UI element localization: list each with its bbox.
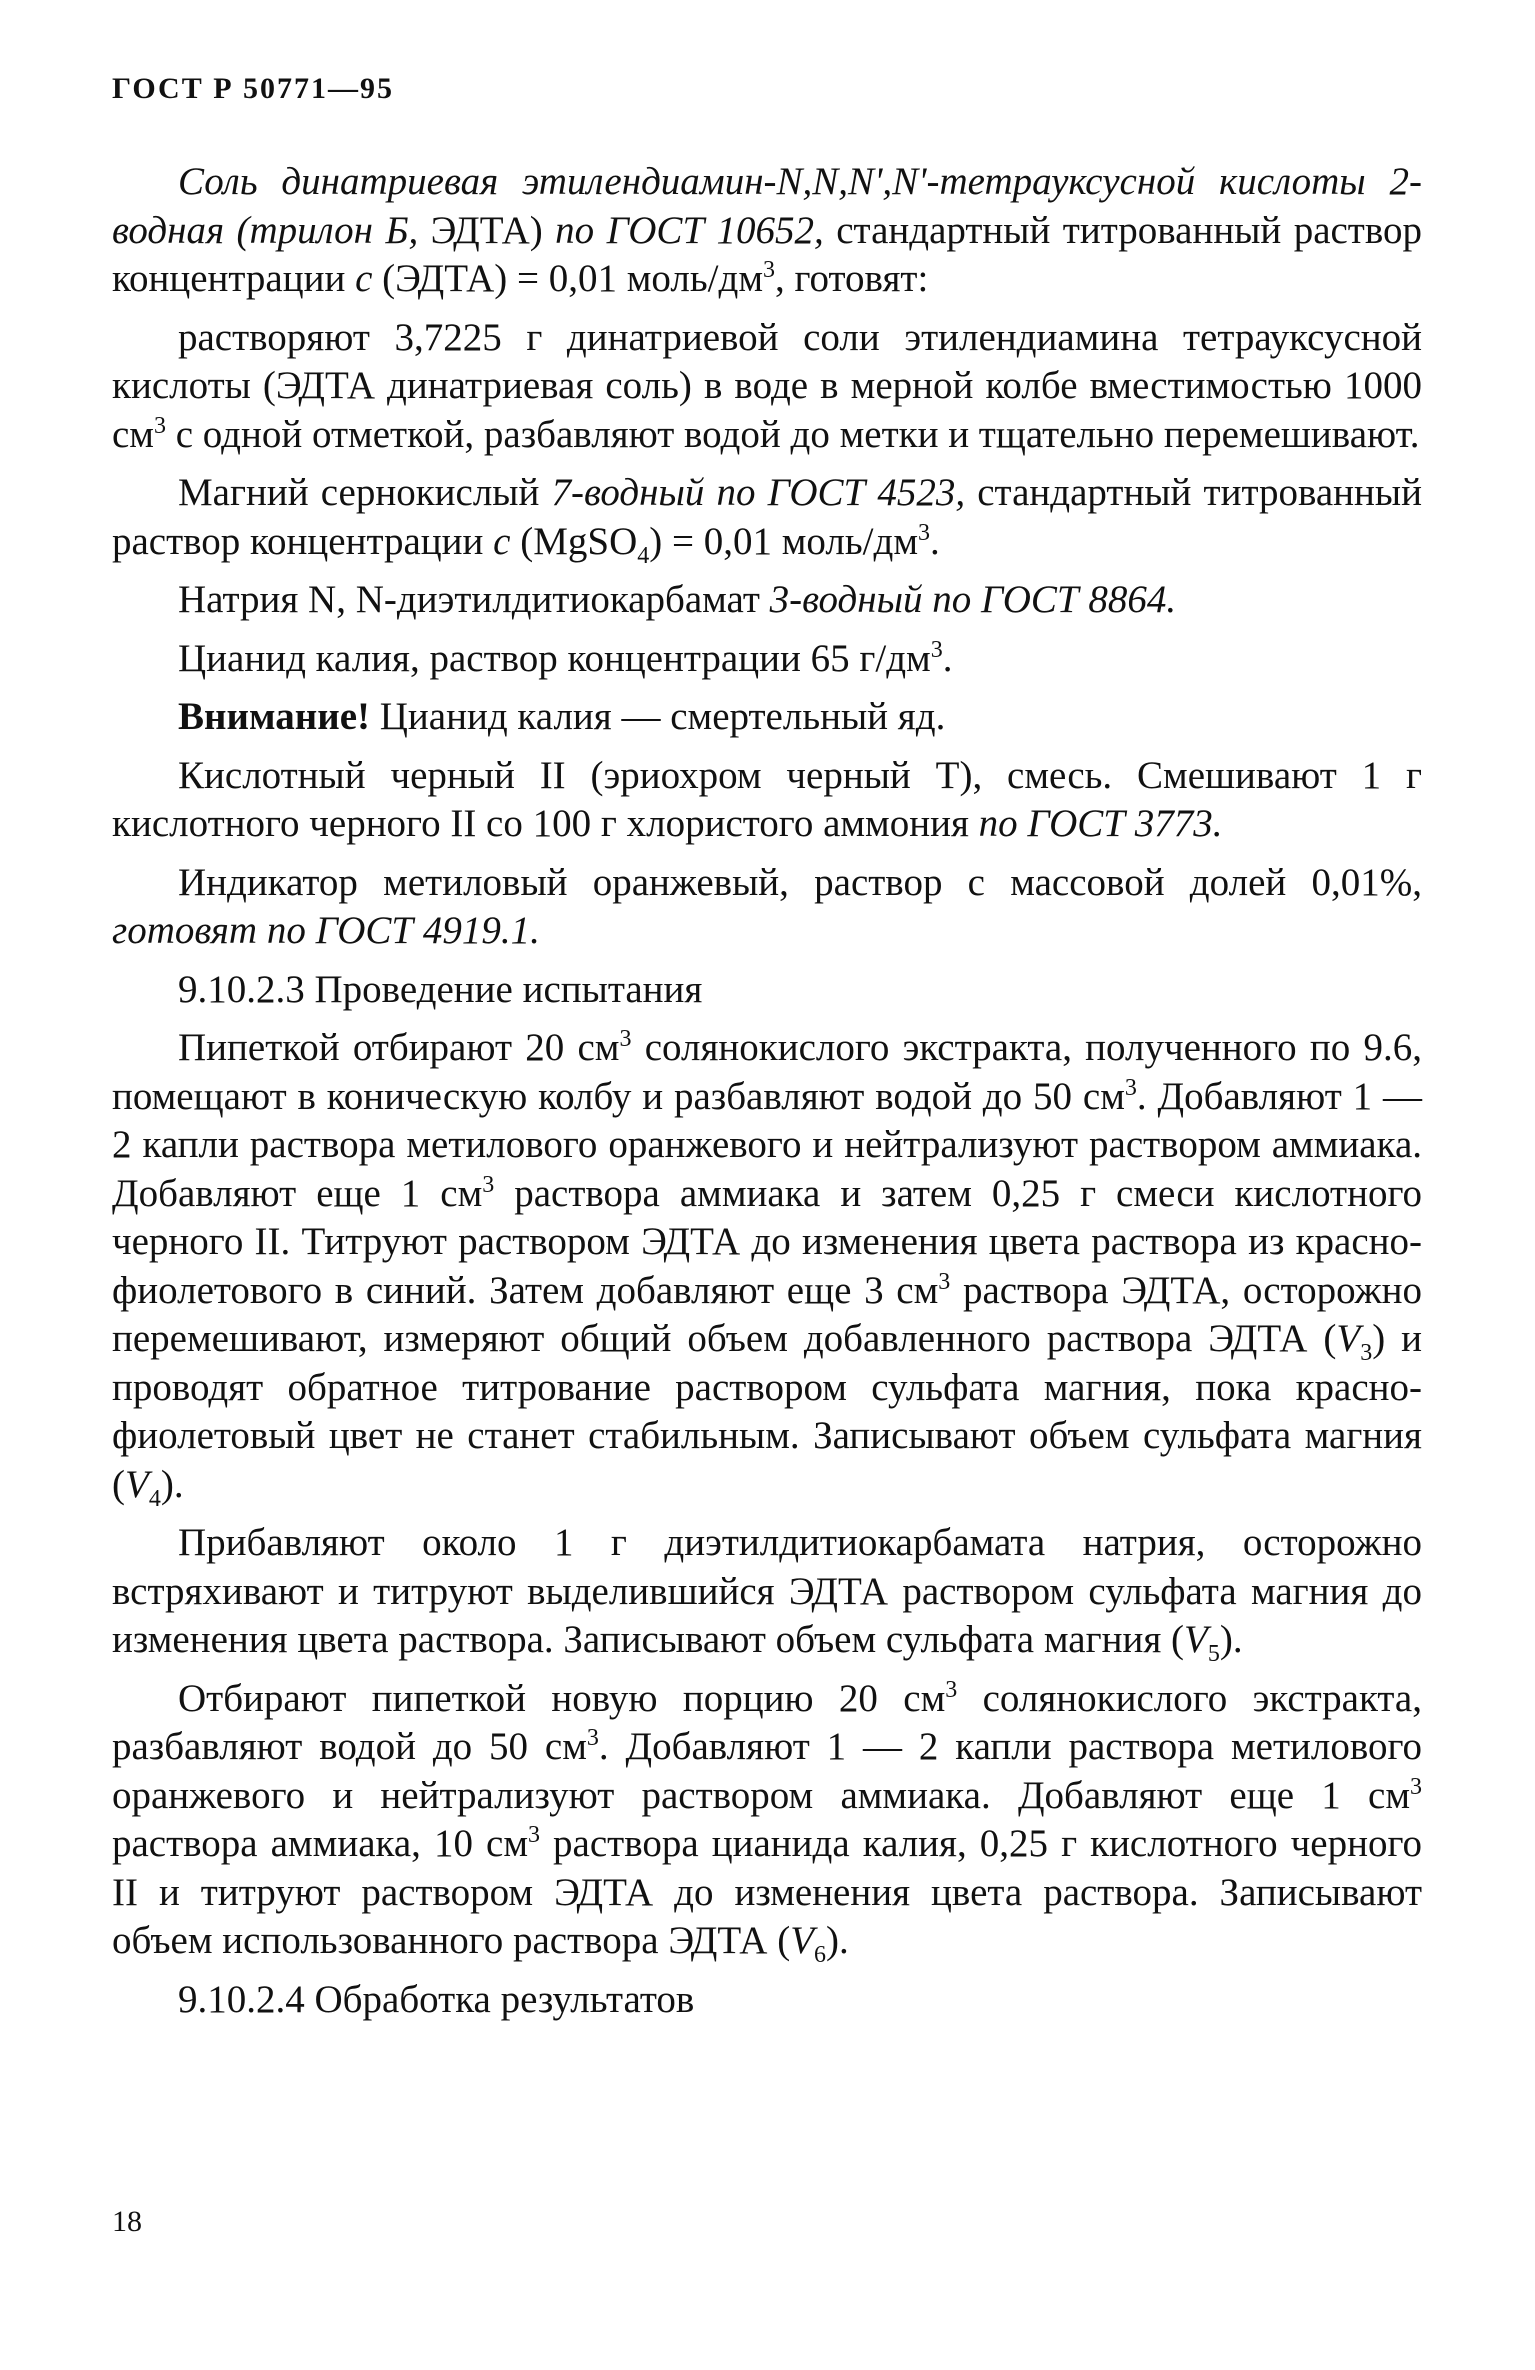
superscript: 3 xyxy=(1410,1773,1422,1800)
superscript: 3 xyxy=(763,257,776,283)
text-run: солянокислого экстракта, полученного по 9.6, помещают в коническую колбу и разбавляют водой до 50 см xyxy=(112,1026,1422,1118)
text-run: Цианид калия — смертельный яд. xyxy=(370,695,946,738)
text-run: раствора аммиака и затем 0,25 г смеси кислотного черного II. Титруют раствором ЭДТА до изменения цвета раствора из красно-фиолетового в синий. Затем добавляют еще 3 см xyxy=(112,1171,1422,1312)
document-page xyxy=(112,72,1422,2034)
text-run: Прибавляют около 1 г диэтилдитиокарбамата натрия, осторожно встряхивают и титруют выделившийся ЭДТА раствором сульфата магния до изменения цвета раствора. Записывают объем сульфата магния ( xyxy=(112,1521,1422,1661)
warning-label: Внимание! xyxy=(178,695,370,738)
text-run: ЭДТА) xyxy=(418,208,556,252)
variable: V xyxy=(1184,1618,1208,1661)
paragraph-warning xyxy=(112,693,1422,742)
text-run: с одной отметкой, разбавляют водой до метки и тщательно перемешивают. xyxy=(166,412,1420,456)
text-run: раствора ЭДТА, осторожно перемешивают, измеряют общий объем добавленного раствора ЭДТА ( xyxy=(112,1268,1422,1360)
paragraph-procedure-1 xyxy=(112,1024,1422,1512)
text-run: Соль динатриевая этилендиамин-N,N,N',N'-тетрауксусной кислоты 2-водная (трилон Б, xyxy=(112,160,1422,252)
text-run: ) = 0,01 моль/дм xyxy=(649,519,919,563)
subscript: 5 xyxy=(1207,1640,1220,1667)
text-run: стандартный титрованный раствор концентрации xyxy=(112,208,1422,300)
subscript: 3 xyxy=(1360,1339,1373,1366)
superscript: 3 xyxy=(930,636,943,663)
text-run: растворяют 3,7225 г динатриевой соли этилендиамина тетрауксусной кислоты (ЭДТА динатриевая соль) в воде в мерной колбе вместимостью 1000 см xyxy=(112,315,1422,456)
paragraph-methyl-orange xyxy=(112,859,1422,956)
text-run: Магний сернокислый xyxy=(178,471,552,514)
variable: V xyxy=(790,1919,815,1962)
text-run: Отбирают пипеткой новую порцию 20 см xyxy=(178,1676,946,1720)
superscript: 3 xyxy=(918,519,931,546)
paragraph-magnesium-sulfate xyxy=(112,469,1422,569)
text-run: по ГОСТ 3773. xyxy=(978,802,1223,845)
text-run: солянокислого экстракта, разбавляют водой до 50 см xyxy=(112,1676,1422,1768)
variable: V xyxy=(125,1462,149,1506)
text-run: Кислотный черный II (эриохром черный Т), смесь. Смешивают 1 г кислотного черного II со 100 г хлористого аммония xyxy=(112,753,1422,845)
text-run: Натрия N, N-диэтилдитиокарбамат xyxy=(178,578,770,621)
text-run: . xyxy=(930,519,940,563)
subscript: 4 xyxy=(148,1485,161,1512)
superscript: 3 xyxy=(586,1725,599,1751)
text-run: (MgSO xyxy=(510,519,638,563)
text-run: ) и проводят обратное титрование раствором сульфата магния, пока красно-фиолетовый цвет не станет стабильным. Записывают объем сульфата магния ( xyxy=(112,1317,1422,1506)
text-run: Пипеткой отбирают 20 см xyxy=(178,1026,620,1069)
paragraph-edta-salt xyxy=(112,158,1422,304)
section-heading-test: 9.10.2.3 Проведение испытания xyxy=(178,967,703,1011)
superscript: 3 xyxy=(1124,1074,1137,1101)
page-number: 18 xyxy=(112,2205,142,2238)
text-run: раствора аммиака, 10 см xyxy=(112,1822,529,1865)
superscript: 3 xyxy=(154,412,166,439)
document-header: ГОСТ Р 50771—95 xyxy=(112,72,395,105)
text-run: . Добавляют 1 — 2 капли раствора метилового оранжевого и нейтрализуют раствором аммиака. Добавляют еще 1 см xyxy=(112,1725,1423,1817)
paragraph-edta-preparation xyxy=(112,314,1422,460)
text-run: c xyxy=(493,519,511,563)
text-run: 3-водный по ГОСТ 8864. xyxy=(769,578,1177,621)
superscript: 3 xyxy=(619,1026,632,1052)
text-run: ). xyxy=(826,1919,849,1962)
paragraph-procedure-3 xyxy=(112,1675,1422,1966)
paragraph-acid-black xyxy=(112,752,1422,849)
superscript: 3 xyxy=(482,1171,495,1198)
variable: V xyxy=(1336,1317,1361,1360)
text-run: ). xyxy=(1219,1618,1243,1661)
paragraph-potassium-cyanide xyxy=(112,635,1422,684)
text-run: 7-водный по ГОСТ 4523, xyxy=(551,471,966,514)
text-run: готовят по ГОСТ 4919.1. xyxy=(112,909,540,952)
subscript: 6 xyxy=(814,1941,827,1968)
paragraph-procedure-2 xyxy=(112,1519,1422,1665)
text-run: (ЭДТА) = 0,01 моль/дм xyxy=(372,257,764,300)
text-run: стандартный титрованный раствор концентрации xyxy=(112,471,1422,563)
text-run: раствора цианида калия, 0,25 г кислотного черного II и титруют раствором ЭДТА до изменения цвета раствора. Записывают объем использованного раствора ЭДТА ( xyxy=(112,1822,1422,1962)
text-run: ). xyxy=(160,1462,184,1506)
superscript: 3 xyxy=(945,1676,958,1703)
text-run: c xyxy=(355,257,373,300)
subscript: 4 xyxy=(637,542,650,569)
paragraph-sodium-carbamate xyxy=(112,576,1422,625)
section-heading-results: 9.10.2.4 Обработка результатов xyxy=(178,1977,695,2021)
text-run: Цианид калия, раствор концентрации 65 г/дм xyxy=(178,636,931,680)
superscript: 3 xyxy=(938,1268,951,1295)
superscript: 3 xyxy=(528,1822,541,1848)
text-run: . Добавляют 1 — 2 капли раствора метилового оранжевого и нейтрализуют раствором аммиака. Добавляют еще 1 см xyxy=(112,1074,1422,1215)
text-run: Индикатор метиловый оранжевый, раствор с массовой долей 0,01%, xyxy=(178,860,1422,904)
text-run: , готовят: xyxy=(775,257,929,300)
text-run: . xyxy=(942,636,953,680)
text-run: по ГОСТ 10652, xyxy=(555,208,824,252)
